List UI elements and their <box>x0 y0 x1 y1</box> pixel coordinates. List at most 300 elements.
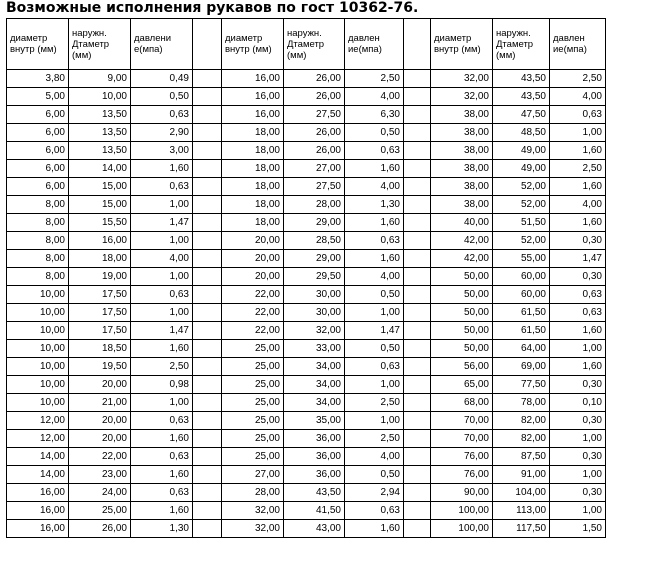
outer-diameter-cell: 34,00 <box>284 376 345 394</box>
pressure-cell: 0,63 <box>131 286 193 304</box>
inner-diameter-cell: 20,00 <box>222 232 284 250</box>
pressure-cell: 1,60 <box>550 214 606 232</box>
outer-diameter-cell: 61,50 <box>493 322 550 340</box>
inner-diameter-cell: 8,00 <box>7 250 69 268</box>
column-separator <box>404 250 431 268</box>
pressure-cell: 1,50 <box>550 520 606 538</box>
outer-diameter-cell: 20,00 <box>69 376 131 394</box>
pressure-cell: 0,30 <box>550 484 606 502</box>
pressure-cell: 4,00 <box>345 268 404 286</box>
inner-diameter-cell: 18,00 <box>222 124 284 142</box>
column-separator <box>193 250 222 268</box>
pressure-cell: 1,60 <box>550 142 606 160</box>
outer-diameter-cell: 29,50 <box>284 268 345 286</box>
pressure-cell: 1,00 <box>131 394 193 412</box>
pressure-cell: 1,00 <box>345 412 404 430</box>
pressure-cell: 1,00 <box>345 376 404 394</box>
column-separator <box>404 232 431 250</box>
column-separator <box>404 70 431 88</box>
inner-diameter-cell: 32,00 <box>222 520 284 538</box>
column-separator <box>193 340 222 358</box>
table-row <box>7 394 606 412</box>
column-separator <box>404 178 431 196</box>
inner-diameter-cell: 100,00 <box>431 502 493 520</box>
outer-diameter-cell: 28,50 <box>284 232 345 250</box>
outer-diameter-cell: 33,00 <box>284 340 345 358</box>
header-pressure: давлени е(мпа) <box>131 19 193 70</box>
outer-diameter-cell: 27,50 <box>284 178 345 196</box>
pressure-cell: 0,30 <box>550 268 606 286</box>
outer-diameter-cell: 30,00 <box>284 304 345 322</box>
inner-diameter-cell: 25,00 <box>222 412 284 430</box>
outer-diameter-cell: 91,00 <box>493 466 550 484</box>
outer-diameter-cell: 16,00 <box>69 232 131 250</box>
pressure-cell: 1,00 <box>131 232 193 250</box>
inner-diameter-cell: 68,00 <box>431 394 493 412</box>
inner-diameter-cell: 18,00 <box>222 196 284 214</box>
inner-diameter-cell: 8,00 <box>7 232 69 250</box>
outer-diameter-cell: 27,50 <box>284 106 345 124</box>
outer-diameter-cell: 26,00 <box>284 124 345 142</box>
column-separator <box>404 106 431 124</box>
outer-diameter-cell: 36,00 <box>284 448 345 466</box>
header-outer-diameter: наружн. Дтаметр (мм) <box>69 19 131 70</box>
outer-diameter-cell: 23,00 <box>69 466 131 484</box>
outer-diameter-cell: 78,00 <box>493 394 550 412</box>
inner-diameter-cell: 38,00 <box>431 124 493 142</box>
pressure-cell: 1,60 <box>345 160 404 178</box>
pressure-cell: 0,50 <box>345 340 404 358</box>
column-separator <box>193 430 222 448</box>
pressure-cell: 0,63 <box>131 178 193 196</box>
column-separator <box>193 268 222 286</box>
column-separator <box>193 178 222 196</box>
column-separator <box>193 502 222 520</box>
column-separator <box>193 106 222 124</box>
column-separator <box>404 196 431 214</box>
pressure-cell: 0,30 <box>550 376 606 394</box>
inner-diameter-cell: 12,00 <box>7 430 69 448</box>
column-separator <box>193 196 222 214</box>
outer-diameter-cell: 15,50 <box>69 214 131 232</box>
inner-diameter-cell: 18,00 <box>222 214 284 232</box>
table-row <box>7 484 606 502</box>
inner-diameter-cell: 38,00 <box>431 142 493 160</box>
inner-diameter-cell: 18,00 <box>222 142 284 160</box>
outer-diameter-cell: 43,50 <box>493 88 550 106</box>
outer-diameter-cell: 13,50 <box>69 142 131 160</box>
inner-diameter-cell: 76,00 <box>431 448 493 466</box>
table-row <box>7 520 606 538</box>
outer-diameter-cell: 14,00 <box>69 160 131 178</box>
outer-diameter-cell: 117,50 <box>493 520 550 538</box>
pressure-cell: 1,60 <box>345 214 404 232</box>
inner-diameter-cell: 18,00 <box>222 160 284 178</box>
outer-diameter-cell: 52,00 <box>493 196 550 214</box>
pressure-cell: 4,00 <box>131 250 193 268</box>
outer-diameter-cell: 43,50 <box>493 70 550 88</box>
inner-diameter-cell: 6,00 <box>7 160 69 178</box>
inner-diameter-cell: 70,00 <box>431 430 493 448</box>
column-separator <box>404 124 431 142</box>
header-outer-diameter: наружн. Дтаметр (мм) <box>493 19 550 70</box>
pressure-cell: 0,63 <box>345 502 404 520</box>
inner-diameter-cell: 40,00 <box>431 214 493 232</box>
outer-diameter-cell: 47,50 <box>493 106 550 124</box>
outer-diameter-cell: 61,50 <box>493 304 550 322</box>
outer-diameter-cell: 27,00 <box>284 160 345 178</box>
column-separator <box>404 358 431 376</box>
column-separator <box>193 520 222 538</box>
inner-diameter-cell: 8,00 <box>7 196 69 214</box>
pressure-cell: 1,00 <box>550 124 606 142</box>
column-separator <box>193 322 222 340</box>
inner-diameter-cell: 16,00 <box>7 484 69 502</box>
inner-diameter-cell: 25,00 <box>222 340 284 358</box>
column-separator <box>404 502 431 520</box>
outer-diameter-cell: 82,00 <box>493 430 550 448</box>
inner-diameter-cell: 10,00 <box>7 376 69 394</box>
outer-diameter-cell: 32,00 <box>284 322 345 340</box>
inner-diameter-cell: 16,00 <box>222 70 284 88</box>
pressure-cell: 0,98 <box>131 376 193 394</box>
column-separator <box>193 286 222 304</box>
pressure-cell: 0,50 <box>131 88 193 106</box>
outer-diameter-cell: 20,00 <box>69 430 131 448</box>
pressure-cell: 1,00 <box>131 196 193 214</box>
outer-diameter-cell: 17,50 <box>69 322 131 340</box>
pressure-cell: 0,50 <box>345 286 404 304</box>
inner-diameter-cell: 32,00 <box>431 88 493 106</box>
table-row <box>7 304 606 322</box>
inner-diameter-cell: 32,00 <box>431 70 493 88</box>
inner-diameter-cell: 6,00 <box>7 142 69 160</box>
column-separator <box>193 412 222 430</box>
column-separator <box>404 268 431 286</box>
outer-diameter-cell: 51,50 <box>493 214 550 232</box>
outer-diameter-cell: 28,00 <box>284 196 345 214</box>
header-pressure: давлен ие(мпа) <box>550 19 606 70</box>
inner-diameter-cell: 65,00 <box>431 376 493 394</box>
column-separator <box>404 430 431 448</box>
inner-diameter-cell: 25,00 <box>222 430 284 448</box>
outer-diameter-cell: 35,00 <box>284 412 345 430</box>
pressure-cell: 0,63 <box>131 448 193 466</box>
column-separator <box>404 412 431 430</box>
pressure-cell: 0,30 <box>550 232 606 250</box>
column-separator <box>193 304 222 322</box>
inner-diameter-cell: 3,80 <box>7 70 69 88</box>
pressure-cell: 1,30 <box>131 520 193 538</box>
pressure-cell: 1,60 <box>131 160 193 178</box>
inner-diameter-cell: 10,00 <box>7 322 69 340</box>
inner-diameter-cell: 10,00 <box>7 394 69 412</box>
table-row <box>7 448 606 466</box>
pressure-cell: 2,50 <box>550 70 606 88</box>
inner-diameter-cell: 22,00 <box>222 322 284 340</box>
column-separator <box>404 484 431 502</box>
inner-diameter-cell: 32,00 <box>222 502 284 520</box>
page-title: Возможные исполнения рукавов по гост 10362-76. <box>6 0 419 16</box>
outer-diameter-cell: 60,00 <box>493 286 550 304</box>
outer-diameter-cell: 26,00 <box>284 70 345 88</box>
pressure-cell: 0,63 <box>550 286 606 304</box>
pressure-cell: 1,60 <box>131 430 193 448</box>
table-row <box>7 502 606 520</box>
header-outer-diameter: наружн. Дтаметр (мм) <box>284 19 345 70</box>
inner-diameter-cell: 38,00 <box>431 160 493 178</box>
pressure-cell: 1,30 <box>345 196 404 214</box>
outer-diameter-cell: 104,00 <box>493 484 550 502</box>
column-separator <box>193 160 222 178</box>
table-row <box>7 88 606 106</box>
pressure-cell: 4,00 <box>550 88 606 106</box>
table-row <box>7 358 606 376</box>
inner-diameter-cell: 38,00 <box>431 178 493 196</box>
inner-diameter-cell: 25,00 <box>222 448 284 466</box>
column-separator <box>193 124 222 142</box>
outer-diameter-cell: 48,50 <box>493 124 550 142</box>
pressure-cell: 0,63 <box>345 358 404 376</box>
table-row <box>7 70 606 88</box>
pressure-cell: 1,47 <box>131 322 193 340</box>
column-separator <box>404 88 431 106</box>
header-inner-diameter: диаметр внутр (мм) <box>7 19 69 70</box>
inner-diameter-cell: 6,00 <box>7 106 69 124</box>
column-separator <box>193 448 222 466</box>
inner-diameter-cell: 18,00 <box>222 178 284 196</box>
outer-diameter-cell: 13,50 <box>69 106 131 124</box>
pressure-cell: 0,50 <box>345 466 404 484</box>
pressure-cell: 2,90 <box>131 124 193 142</box>
column-separator <box>193 70 222 88</box>
table-row <box>7 160 606 178</box>
pressure-cell: 0,63 <box>131 412 193 430</box>
pressure-cell: 1,00 <box>550 430 606 448</box>
column-separator <box>193 358 222 376</box>
outer-diameter-cell: 15,00 <box>69 196 131 214</box>
pressure-cell: 1,00 <box>550 466 606 484</box>
outer-diameter-cell: 30,00 <box>284 286 345 304</box>
pressure-cell: 2,94 <box>345 484 404 502</box>
column-separator <box>404 214 431 232</box>
outer-diameter-cell: 34,00 <box>284 394 345 412</box>
column-separator <box>193 376 222 394</box>
column-separator <box>404 394 431 412</box>
pressure-cell: 2,50 <box>345 430 404 448</box>
inner-diameter-cell: 50,00 <box>431 322 493 340</box>
column-separator <box>404 448 431 466</box>
inner-diameter-cell: 70,00 <box>431 412 493 430</box>
column-separator <box>193 19 222 70</box>
inner-diameter-cell: 100,00 <box>431 520 493 538</box>
pressure-cell: 2,50 <box>550 160 606 178</box>
outer-diameter-cell: 26,00 <box>284 88 345 106</box>
table-row <box>7 106 606 124</box>
column-separator <box>404 376 431 394</box>
pressure-cell: 1,60 <box>131 466 193 484</box>
outer-diameter-cell: 19,00 <box>69 268 131 286</box>
table-row <box>7 268 606 286</box>
pressure-cell: 1,00 <box>550 340 606 358</box>
inner-diameter-cell: 16,00 <box>222 106 284 124</box>
inner-diameter-cell: 6,00 <box>7 124 69 142</box>
pressure-cell: 4,00 <box>345 448 404 466</box>
pressure-cell: 4,00 <box>345 88 404 106</box>
inner-diameter-cell: 25,00 <box>222 376 284 394</box>
pressure-cell: 0,63 <box>345 142 404 160</box>
inner-diameter-cell: 16,00 <box>7 520 69 538</box>
outer-diameter-cell: 64,00 <box>493 340 550 358</box>
inner-diameter-cell: 22,00 <box>222 304 284 322</box>
outer-diameter-cell: 77,50 <box>493 376 550 394</box>
pressure-cell: 1,60 <box>550 178 606 196</box>
inner-diameter-cell: 12,00 <box>7 412 69 430</box>
outer-diameter-cell: 34,00 <box>284 358 345 376</box>
pressure-cell: 2,50 <box>345 70 404 88</box>
column-separator <box>404 19 431 70</box>
pressure-cell: 0,63 <box>131 106 193 124</box>
outer-diameter-cell: 60,00 <box>493 268 550 286</box>
pressure-cell: 2,50 <box>131 358 193 376</box>
column-separator <box>193 88 222 106</box>
inner-diameter-cell: 14,00 <box>7 466 69 484</box>
outer-diameter-cell: 41,50 <box>284 502 345 520</box>
outer-diameter-cell: 82,00 <box>493 412 550 430</box>
inner-diameter-cell: 16,00 <box>222 88 284 106</box>
pressure-cell: 4,00 <box>345 178 404 196</box>
pressure-cell: 0,50 <box>345 124 404 142</box>
outer-diameter-cell: 26,00 <box>69 520 131 538</box>
outer-diameter-cell: 25,00 <box>69 502 131 520</box>
column-separator <box>404 304 431 322</box>
table-row <box>7 178 606 196</box>
inner-diameter-cell: 50,00 <box>431 340 493 358</box>
pressure-cell: 1,00 <box>345 304 404 322</box>
column-separator <box>193 142 222 160</box>
pressure-cell: 6,30 <box>345 106 404 124</box>
inner-diameter-cell: 14,00 <box>7 448 69 466</box>
pressure-cell: 1,00 <box>550 502 606 520</box>
outer-diameter-cell: 19,50 <box>69 358 131 376</box>
inner-diameter-cell: 42,00 <box>431 232 493 250</box>
pressure-cell: 1,60 <box>550 322 606 340</box>
outer-diameter-cell: 29,00 <box>284 214 345 232</box>
header-inner-diameter: диаметр внутр (мм) <box>222 19 284 70</box>
pressure-cell: 1,47 <box>131 214 193 232</box>
pressure-cell: 0,63 <box>131 484 193 502</box>
table-row <box>7 124 606 142</box>
column-separator <box>404 286 431 304</box>
inner-diameter-cell: 10,00 <box>7 286 69 304</box>
outer-diameter-cell: 36,00 <box>284 430 345 448</box>
outer-diameter-cell: 17,50 <box>69 304 131 322</box>
inner-diameter-cell: 42,00 <box>431 250 493 268</box>
inner-diameter-cell: 50,00 <box>431 286 493 304</box>
table-row <box>7 466 606 484</box>
table-row <box>7 214 606 232</box>
table-row <box>7 412 606 430</box>
outer-diameter-cell: 17,50 <box>69 286 131 304</box>
outer-diameter-cell: 52,00 <box>493 178 550 196</box>
pressure-cell: 1,60 <box>345 250 404 268</box>
pressure-cell: 0,63 <box>550 106 606 124</box>
inner-diameter-cell: 5,00 <box>7 88 69 106</box>
pressure-cell: 3,00 <box>131 142 193 160</box>
inner-diameter-cell: 50,00 <box>431 304 493 322</box>
outer-diameter-cell: 20,00 <box>69 412 131 430</box>
pressure-cell: 1,60 <box>550 358 606 376</box>
outer-diameter-cell: 24,00 <box>69 484 131 502</box>
column-separator <box>193 394 222 412</box>
table-row <box>7 250 606 268</box>
table-row <box>7 322 606 340</box>
outer-diameter-cell: 21,00 <box>69 394 131 412</box>
table-row <box>7 232 606 250</box>
inner-diameter-cell: 28,00 <box>222 484 284 502</box>
header-pressure: давлен ие(мпа) <box>345 19 404 70</box>
pressure-cell: 2,50 <box>345 394 404 412</box>
table-row <box>7 376 606 394</box>
pressure-cell: 0,30 <box>550 448 606 466</box>
inner-diameter-cell: 38,00 <box>431 106 493 124</box>
outer-diameter-cell: 52,00 <box>493 232 550 250</box>
outer-diameter-cell: 15,00 <box>69 178 131 196</box>
column-separator <box>404 142 431 160</box>
outer-diameter-cell: 9,00 <box>69 70 131 88</box>
pressure-cell: 0,63 <box>550 304 606 322</box>
outer-diameter-cell: 26,00 <box>284 142 345 160</box>
inner-diameter-cell: 20,00 <box>222 268 284 286</box>
table-row <box>7 430 606 448</box>
outer-diameter-cell: 36,00 <box>284 466 345 484</box>
outer-diameter-cell: 49,00 <box>493 142 550 160</box>
column-separator <box>404 322 431 340</box>
inner-diameter-cell: 6,00 <box>7 178 69 196</box>
inner-diameter-cell: 22,00 <box>222 286 284 304</box>
outer-diameter-cell: 13,50 <box>69 124 131 142</box>
pressure-cell: 1,60 <box>345 520 404 538</box>
inner-diameter-cell: 76,00 <box>431 466 493 484</box>
inner-diameter-cell: 25,00 <box>222 394 284 412</box>
column-separator <box>193 484 222 502</box>
pressure-cell: 0,49 <box>131 70 193 88</box>
outer-diameter-cell: 29,00 <box>284 250 345 268</box>
inner-diameter-cell: 27,00 <box>222 466 284 484</box>
inner-diameter-cell: 25,00 <box>222 358 284 376</box>
outer-diameter-cell: 18,00 <box>69 250 131 268</box>
outer-diameter-cell: 113,00 <box>493 502 550 520</box>
outer-diameter-cell: 43,50 <box>284 484 345 502</box>
pressure-cell: 1,60 <box>131 340 193 358</box>
header-inner-diameter: диаметр внутр (мм) <box>431 19 493 70</box>
inner-diameter-cell: 10,00 <box>7 304 69 322</box>
table-row <box>7 196 606 214</box>
column-separator <box>404 160 431 178</box>
inner-diameter-cell: 20,00 <box>222 250 284 268</box>
inner-diameter-cell: 56,00 <box>431 358 493 376</box>
inner-diameter-cell: 38,00 <box>431 196 493 214</box>
pressure-cell: 0,30 <box>550 412 606 430</box>
inner-diameter-cell: 8,00 <box>7 214 69 232</box>
outer-diameter-cell: 49,00 <box>493 160 550 178</box>
pressure-cell: 1,47 <box>345 322 404 340</box>
pressure-cell: 1,47 <box>550 250 606 268</box>
outer-diameter-cell: 18,50 <box>69 340 131 358</box>
column-separator <box>193 466 222 484</box>
hose-spec-table <box>6 18 606 538</box>
inner-diameter-cell: 90,00 <box>431 484 493 502</box>
